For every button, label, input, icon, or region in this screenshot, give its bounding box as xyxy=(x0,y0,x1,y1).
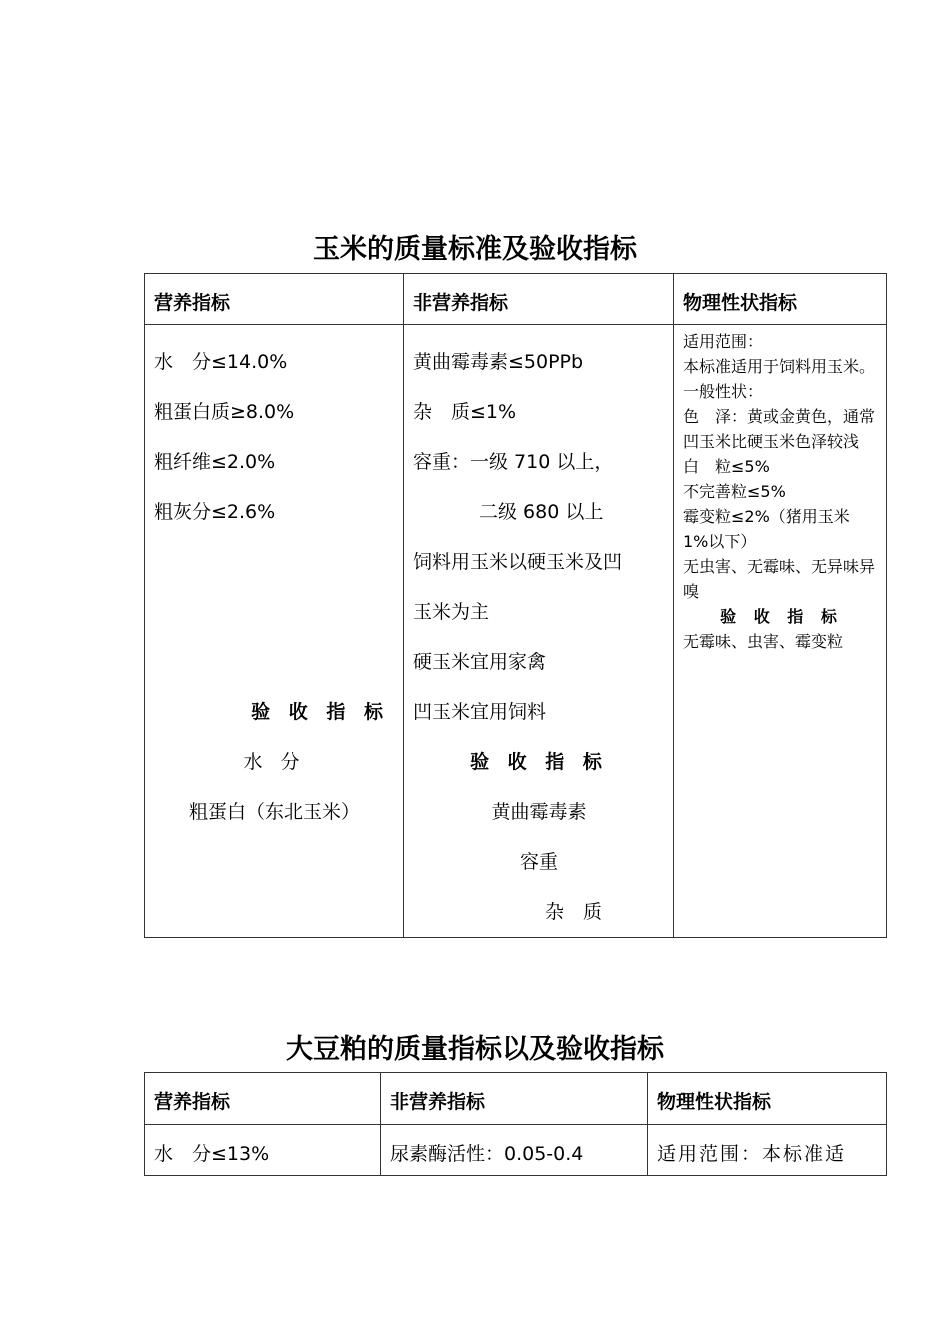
corn-quality-table xyxy=(144,273,887,938)
non-nutrition-line: 杂 质≤1% xyxy=(413,401,517,423)
header-non-nutrition: 非营养指标 xyxy=(404,274,674,325)
non-nutrition-cell xyxy=(404,325,674,938)
header-nutrition: 营养指标 xyxy=(145,1073,381,1125)
physical-cell: 适用范围：本标准适 xyxy=(648,1125,887,1176)
physical-line: 色 泽：黄或金黄色，通常凹玉米比硬玉米色泽较浅 xyxy=(683,407,876,451)
header-nutrition: 营养指标 xyxy=(145,274,404,325)
non-nutrition-line: 黄曲霉毒素≤50PPb xyxy=(413,351,584,373)
table-header-row xyxy=(145,274,887,325)
nutrition-accept-title: 验 收 指 标 xyxy=(251,701,389,723)
physical-line: 本标准适用于饲料用玉米。 xyxy=(683,357,876,376)
table-row xyxy=(145,1125,887,1176)
header-non-nutrition: 非营养指标 xyxy=(381,1073,648,1125)
non-nutrition-accept-item: 容重 xyxy=(519,851,558,873)
non-nutrition-line: 容重：一级 710 以上， xyxy=(413,451,614,473)
header-physical: 物理性状指标 xyxy=(648,1073,887,1125)
table1-title: 玉米的质量标准及验收指标 xyxy=(313,234,637,265)
nutrition-line: 粗纤维≤2.0% xyxy=(154,451,276,473)
nutrition-cell xyxy=(145,325,404,938)
non-nutrition-accept-title: 验 收 指 标 xyxy=(470,751,608,773)
nutrition-accept-item: 粗蛋白（东北玉米） xyxy=(188,801,360,823)
physical-line: 适用范围： xyxy=(683,332,764,351)
physical-accept-title: 验 收 指 标 xyxy=(720,607,843,626)
table2-title: 大豆粕的质量指标以及验收指标 xyxy=(286,1034,664,1065)
non-nutrition-line: 硬玉米宜用家禽 xyxy=(413,651,547,673)
physical-line: 霉变粒≤2%（猪用玉米 1%以下） xyxy=(683,507,850,551)
non-nutrition-accept-item: 杂 质 xyxy=(545,901,603,923)
physical-cell xyxy=(674,325,887,938)
non-nutrition-cell: 尿素酶活性：0.05-0.4 xyxy=(381,1125,648,1176)
non-nutrition-line: 凹玉米宜用饲料 xyxy=(413,701,547,723)
physical-accept-item: 无霉味、虫害、霉变粒 xyxy=(683,632,844,651)
nutrition-line: 粗灰分≤2.6% xyxy=(154,501,276,523)
non-nutrition-accept-item: 黄曲霉毒素 xyxy=(491,801,587,823)
physical-line: 一般性状： xyxy=(683,382,764,401)
non-nutrition-line: 二级 680 以上 xyxy=(479,501,604,523)
non-nutrition-line: 饲料用玉米以硬玉米及凹 xyxy=(413,551,623,573)
header-physical: 物理性状指标 xyxy=(674,274,887,325)
physical-line: 白 粒≤5% xyxy=(683,457,770,476)
soybean-meal-quality-table xyxy=(144,1072,887,1176)
table-header-row xyxy=(145,1073,887,1125)
table-row xyxy=(145,325,887,938)
physical-line: 不完善粒≤5% xyxy=(683,482,786,501)
physical-line: 无虫害、无霉味、无异味异嗅 xyxy=(683,557,876,601)
nutrition-accept-item: 水 分 xyxy=(243,751,306,773)
nutrition-line: 粗蛋白质≥8.0% xyxy=(154,401,295,423)
nutrition-line: 水 分≤14.0% xyxy=(154,351,288,373)
nutrition-cell: 水 分≤13% xyxy=(145,1125,381,1176)
non-nutrition-line: 玉米为主 xyxy=(413,601,490,623)
